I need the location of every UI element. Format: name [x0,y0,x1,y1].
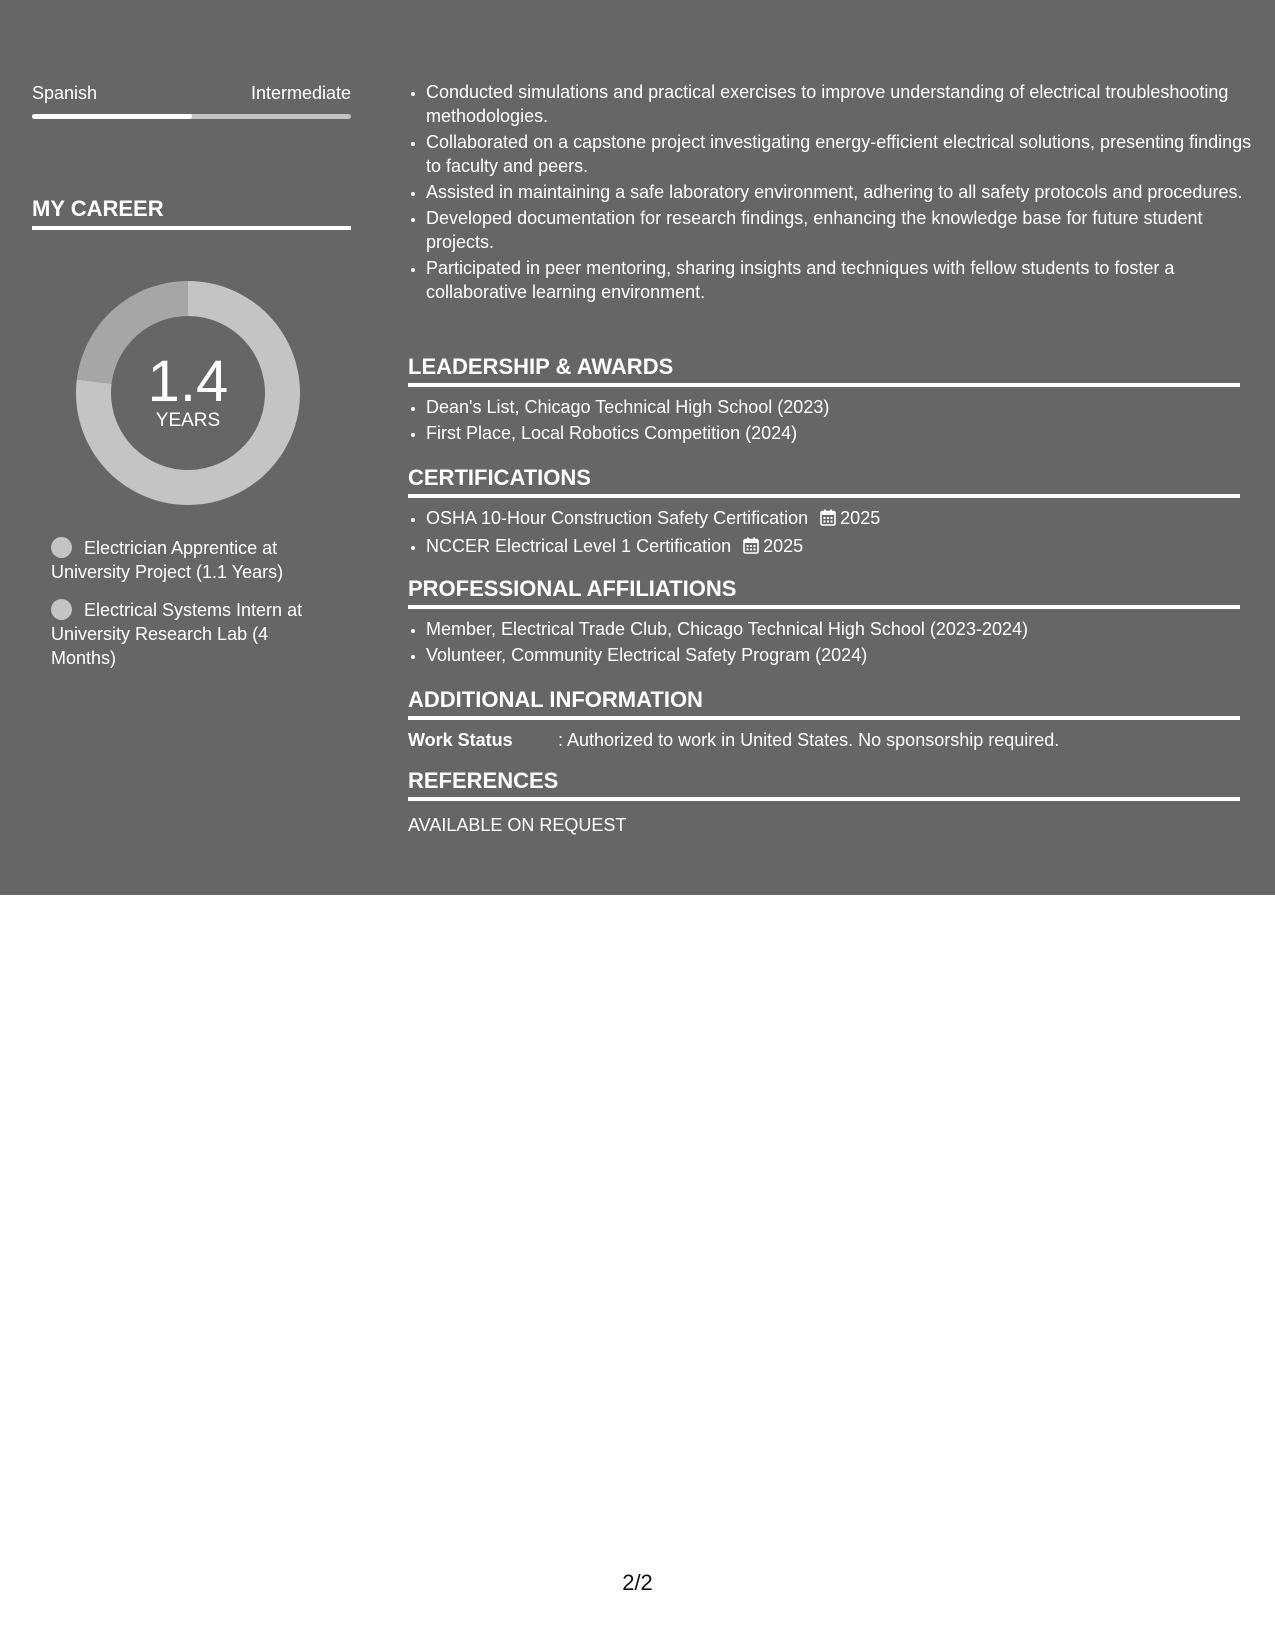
certifications-list [408,506,1240,560]
certification-item [426,506,1240,532]
affiliations-section [408,576,1240,669]
references-text: AVAILABLE ON REQUEST [408,815,627,835]
career-legend [51,536,331,684]
affiliation-item: • Member, Electrical Trade Club, Chicago Technical High School (2023-2024) [426,617,1240,641]
experience-bullet: • Developed documentation for research findings, enhancing the knowledge base for future student projects. [426,206,1258,254]
affiliations-heading: PROFESSIONAL AFFILIATIONS [408,576,1240,609]
legend-dot-icon [51,599,72,620]
experience-bullet: • Collaborated on a capstone project investigating energy-efficient electrical solutions, presenting findings to faculty and peers. [426,130,1258,178]
certifications-heading: CERTIFICATIONS [408,465,1240,498]
leadership-item: • Dean's List, Chicago Technical High School (2023) [426,395,1240,419]
calendar-icon [743,536,759,560]
affiliations-list [408,617,1240,667]
career-donut-chart [65,270,311,516]
certification-year: 2025 [840,508,881,528]
references-heading: REFERENCES [408,768,1240,801]
work-status-value: : Authorized to work in United States. No sponsorship required. [558,730,1060,750]
career-total-unit: YEARS [155,410,221,431]
career-entry-text: Electrician Apprentice at University Project (1.1 Years) [51,538,284,582]
certification-year: 2025 [763,536,804,556]
page-number: 2/2 [622,1570,653,1595]
leadership-list [408,395,1240,445]
career-entry-text: Electrical Systems Intern at University Research Lab (4 Months) [51,600,303,668]
leadership-heading: LEADERSHIP & AWARDS [408,354,1240,387]
language-level: Intermediate [250,83,351,103]
career-legend-item [51,536,331,584]
affiliation-item: • Volunteer, Community Electrical Safety Program (2024) [426,643,1240,667]
experience-bullets [408,80,1258,306]
language-name: Spanish [32,83,98,103]
language-level-bar [32,114,351,119]
certification-item [426,534,1240,560]
leadership-section [408,354,1240,447]
legend-dot-icon [51,537,72,558]
certifications-section [408,465,1240,562]
experience-bullet: • Conducted simulations and practical exercises to improve understanding of electrical troubleshooting methodologies. [426,80,1258,128]
work-status-label: Work Status [408,730,513,750]
certification-name: OSHA 10-Hour Construction Safety Certification [426,508,809,528]
experience-bullet: • Assisted in maintaining a safe laboratory environment, adhering to all safety protocols and procedures. [426,180,1258,204]
work-status-row [408,728,1240,752]
calendar-icon [820,508,836,532]
references-section [408,768,1240,837]
certification-name: NCCER Electrical Level 1 Certification [426,536,732,556]
additional-info-heading: ADDITIONAL INFORMATION [408,687,1240,720]
career-heading: MY CAREER [32,196,351,230]
language-row [32,82,351,104]
career-total-value: 1.4 [147,349,229,414]
career-legend-item [51,598,331,670]
experience-bullet: • Participated in peer mentoring, sharing insights and techniques with fellow students to foster a collaborative learning environment. [426,256,1258,304]
leadership-item: • First Place, Local Robotics Competition (2024) [426,421,1240,445]
language-level-fill [32,114,192,119]
additional-info-section [408,687,1240,752]
